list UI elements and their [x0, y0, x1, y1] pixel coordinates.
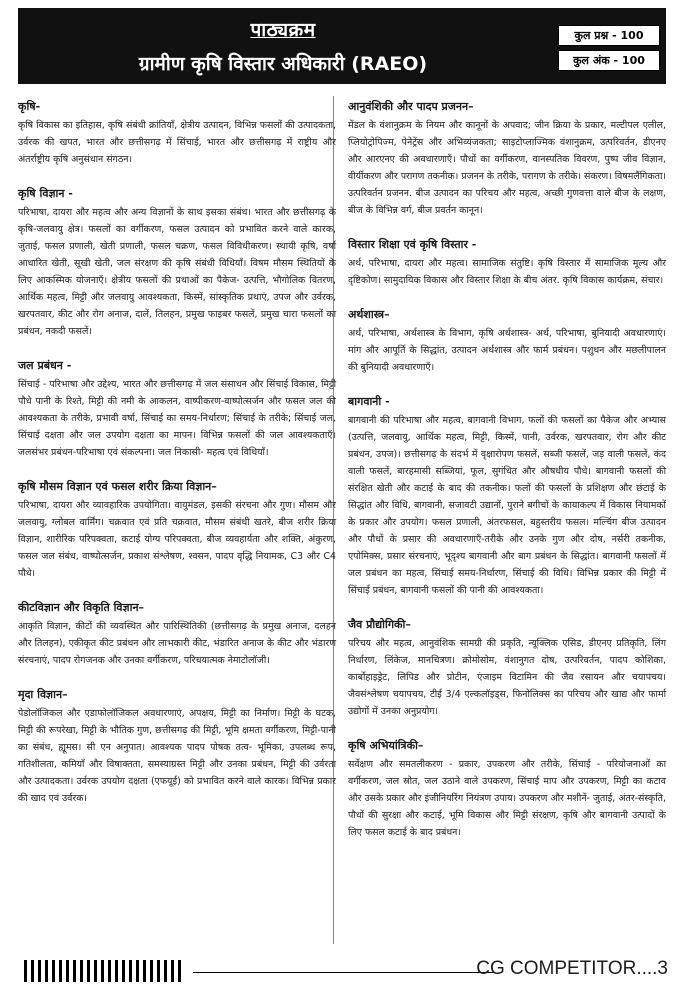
- section-jal-prabandhan: [18, 357, 336, 461]
- section-body: मेंडल के वंशानुक्रम के नियम और कानूनों के अपवाद; जीन क्रिया के प्रकार, मल्टीपल एलील, प्लियोट्रोपिज्म, पेनेट्रेंस और अभिव्यंजकता; साइटोप्लाज्मिक वंशानुक्रम, उत्परिवर्तन, डीएनए और आरएनए की अवधारणाएँ। पौधों का वर्गीकरण, वानस्पतिक विवरण, पुष्प जीव विज्ञान, वीर्यीकरण और परागण तकनीक। प्रजनन के तरीके, परागण के तरीके। संकरण। विषमलैंगिकता। उत्परिवर्तन प्रजनन. बीज उत्पादन का परिचय और महत्व, अच्छी गुणवत्ता वाले बीज के लक्षण, बीज के विभिन्न वर्ग, बीज प्रवर्तन कानून।: [348, 120, 666, 216]
- section-krishi-abhiyantriki: [348, 737, 666, 841]
- footer-rule: [193, 972, 493, 973]
- section-anuvanshiki: [348, 98, 666, 219]
- section-title: जैव प्रौद्योगिकी–: [348, 618, 411, 631]
- section-mausam-vigyan: [18, 478, 336, 582]
- section-title: कृषि विज्ञान -: [18, 187, 73, 200]
- section-body: आकृति विज्ञान, कीटों की व्यवस्थित और पारिस्थितिकी (छत्तीसगढ़ के प्रमुख अनाज, दलहन और तिलहन), एकीकृत कीट प्रबंधन और लाभकारी कीट, भंडारित अनाज के कीट और भंडारण संरचनाएं, पादप रोगजनक और उनका वर्गीकरण, परिचयात्मक नेमाटोलॉजी।: [18, 621, 336, 666]
- section-title: कृषि मौसम विज्ञान एवं फसल शरीर क्रिया विज्ञान–: [18, 480, 217, 493]
- section-mrida-vigyan: [18, 686, 336, 807]
- section-body: सिंचाई - परिभाषा और उद्देश्य, भारत और छत्तीसगढ़ में जल संसाधन और सिंचाई विकास, मिट्टी पौधे पानी के रिश्ते, मिट्टी की नमी के आकलन, वाष्पीकरण-वाष्पोत्सर्जन और फसल जल की आवश्यकता के तरीके, प्रभावी वर्षा, सिंचाई का समय-निर्धारण; सिंचाई के तरीके; सिंचाई जल, सिंचाई दक्षता और जल उपयोग दक्षता का मापन। विभिन्न फसलों की जल आवश्यकताएँ। जलसंभर प्रबंधन-परिभाषा एवं संकल्पना। जल निकासी- महत्व एवं विधियाँ।: [18, 379, 336, 458]
- section-body: पेडोलॉजिकल और एडाफोलॉजिकल अवधारणाएं, अपक्षय, मिट्टी का निर्माण। मिट्टी के घटक, मिट्टी की रूपरेखा, मिट्टी के भौतिक गुण, छत्तीसगढ़ की मिट्टी, भूमि क्षमता वर्गीकरण, मिट्टी-पानी का संबंध, ह्यूमस। सी एन अनुपात। आवश्यक पादप पोषक तत्व- भूमिका, उपलब्ध रूप, गतिशीलता, कमियाँ और विषाक्तता, समस्याग्रस्त मिट्टी और उनका प्रबंधन, मिट्टी की उर्वरता और उत्पादकता। उर्वरक उपयोग दक्षता (एफयूई) को प्रभावित करने वाले कारक। विभिन्न प्रकार की खाद एवं उर्वरक।: [18, 708, 336, 804]
- section-keet-vigyan: [18, 599, 336, 669]
- section-krishi: [18, 98, 336, 168]
- section-body: परिभाषा, दायरा और व्यावहारिक उपयोगिता। वायुमंडल, इसकी संरचना और गुण। मौसम और जलवायु, ग्लोबल वार्मिंग। चक्रवात एवं प्रति चक्रवात, मौसम संबंधी खतरे, बीज शरीर क्रिया विज्ञान, शारीरिक परिपक्वता, कटाई योग्य परिपक्वता, बीज व्यवहार्यता और शक्ति, अंकुरण, फसल जल संबंध, वाष्पोत्सर्जन, प्रकाश संश्लेषण, श्वसन, पादप वृद्धि नियामक, C3 और C4 पौधे।: [18, 500, 336, 579]
- section-title: बागवानी -: [348, 395, 390, 408]
- barcode-decoration: [24, 960, 184, 982]
- section-jaiv-prodyogiki: [348, 616, 666, 720]
- page-footer: [18, 952, 670, 992]
- section-title: कृषि अभियांत्रिकी–: [348, 739, 424, 752]
- section-body: अर्थ, परिभाषा, दायरा और महत्व। सामाजिक संतुष्टि। कृषि विस्तार में सामाजिक मूल्य और दृष्टिकोण। सामुदायिक विकास और विस्तार शिक्षा के बीच अंतर. कृषि विकास कार्यक्रम, संचार।: [348, 258, 666, 286]
- section-krishi-vigyan: [18, 185, 336, 340]
- section-body: परिभाषा, दायरा और महत्व और अन्य विज्ञानों के साथ इसका संबंध। भारत और छत्तीसगढ़ के कृषि-जलवायु क्षेत्र। फसलों का वर्गीकरण, फसल उत्पादन को प्रभावित करने वाले कारक, जुताई, फसल प्रणाली, खेती प्रणाली, फसल चक्रण, फसल विविधीकरण। स्थायी कृषि, वर्षा आधारित खेती, सूखी खेती, जल संरक्षण की कृषि संबंधी विधियाँ। विषम मौसम स्थितियों के लिए आकस्मिक योजनाएँ। क्षेत्रीय फसलों की प्रथाओं का पैकेज- उत्पत्ति, भौगोलिक वितरण, आर्थिक महत्व, मिट्टी और जलवायु आवश्यकता, किस्में, सांस्कृतिक प्रथाएं, उपज और उर्वरक, खरपतवार, कीट और रोग अनाज, दालें, तिलहन, प्रमुख फाइबर फसलें, प्रमुख चारा फसलों का प्रबंधन, नकदी फसलें।: [18, 207, 336, 337]
- section-title: कीटविज्ञान और विकृति विज्ञान–: [18, 601, 145, 614]
- section-title: आनुवंशिकी और पादप प्रजनन–: [348, 100, 474, 113]
- section-body: अर्थ, परिभाषा, अर्थशास्त्र के विभाग, कृषि अर्थशास्त्र- अर्थ, परिभाषा, बुनियादी अवधारणाएं। मांग और आपूर्ति के सिद्धांत, उत्पादन अर्थशास्त्र और फार्म प्रबंधन। पशुधन और मछलीपालन की बुनियादी अवधारणाएँ।: [348, 328, 666, 373]
- total-marks-box: कुल अंक - 100: [558, 50, 660, 71]
- header-title: पाठ्यक्रम: [250, 19, 316, 41]
- footer-page-label: CG COMPETITOR....3: [476, 958, 668, 979]
- section-title: मृदा विज्ञान–: [18, 688, 68, 701]
- section-title: कृषि-: [18, 100, 41, 113]
- section-body: सर्वेक्षण और समतलीकरण - प्रकार, उपकरण और तरीके, सिंचाई - परियोजनाओं का वर्गीकरण, जल स्रोत, जल उठाने वाले उपकरण, सिंचाई माप और उपकरण, मिट्टी का कटाव और उसके प्रकार और इंजीनियरिंग नियंत्रण उपाय। उपकरण और मशीनें- जुताई, अंतर-संस्कृति, पौधों की सुरक्षा और कटाई, भूमि विकास और मिट्टी संरक्षण, कृषि और बागवानी उत्पादों के लिए फसल कटाई के बाद प्रबंधन।: [348, 759, 666, 838]
- header-subtitle: ग्रामीण कृषि विस्तार अधिकारी (RAEO): [138, 53, 428, 75]
- total-questions-box: कुल प्रश्न - 100: [558, 25, 660, 46]
- section-arthshastra: [348, 306, 666, 376]
- section-title: अर्थशास्त्र–: [348, 308, 390, 321]
- section-body: परिचय और महत्व, आनुवंशिक सामग्री की प्रकृति, न्यूक्लिक एसिड, डीएनए प्रतिकृति, लिंग निर्धारण, लिंकेज, मानचित्रण। क्रोमोसोम, वंशानुगत दोष, उत्परिवर्तन, पादप कोशिका, कार्बोहाइड्रेट, लिपिड और प्रोटीन, एंजाइम विटामिन की जैव रसायन और चयापचय। जैवसंश्लेषण चयापचय, टीई 3/4 एल्कलॉइड्स, फिनोलिक्स का परिचय और खाद्य और फार्मा उद्योगों में उनका अनुप्रयोग।: [348, 638, 666, 717]
- right-column: [348, 98, 666, 858]
- section-bagwani: [348, 393, 666, 599]
- section-vistar-shiksha: [348, 236, 666, 289]
- section-body: बागवानी की परिभाषा और महत्व, बागवानी विभाग, फलों की फसलों का पैकेज और अभ्यास (उत्पत्ति, जलवायु, आर्थिक महत्व, मिट्टी, किस्में, पानी, उर्वरक, खरपतवार, रोग और कीट प्रबंधन, उपज)। छत्तीसगढ़ के संदर्भ में वृक्षारोपण फसलें, सब्जी फसलें, जड़ वाली फसलें, कंद वाली फसलें, बारहमासी सब्जियां, फूल, सुगंधित और औषधीय पौधे। बागवानी फसलों की संरक्षित खेती और कटाई के बाद की तकनीक। फलों की फसलों के प्रशिक्षण और छंटाई के सिद्धांत और विधि, बागवानी, सजावटी उद्यानों, पुराने बगीचों के कायाकल्प में विकास नियामकों के प्रकार और उपयोग। फसल प्रणाली, अंतरफसल, बहुस्तरीय फसल। मल्चिंग बीज उत्पादन और पौधों के प्रसार की अवधारणाएँ-तरीके और उनके गुण और दोष, नर्सरी तकनीक, एपोमिक्स, प्रसार संरचनाएं, भूदृश्य बागवानी और बाग प्रबंधन के सिद्धांत। बागवानी फसलों में जल प्रबंधन का महत्व, सिंचाई समय-निर्धारण, सिंचाई की विधि। विभिन्न प्रकार की मिट्टी में सिंचाई प्रबंधन, बागवानी फसलों की पानी की आवश्यकता।: [348, 415, 666, 596]
- section-title: विस्तार शिक्षा एवं कृषि विस्तार -: [348, 238, 477, 251]
- section-title: जल प्रबंधन -: [18, 359, 72, 372]
- page-header: [18, 8, 666, 84]
- section-body: कृषि विकास का इतिहास, कृषि संबंधी क्रांतियाँ, क्षेत्रीय उत्पादन, विभिन्न फसलों की उत्पादकता, उर्वरक की खपत, भारत और छत्तीसगढ़ में सिंचाई, भारत और छत्तीसगढ़ में राष्ट्रीय और अंतर्राष्ट्रीय कृषि अनुसंधान संगठन।: [18, 120, 336, 165]
- left-column: [18, 98, 336, 824]
